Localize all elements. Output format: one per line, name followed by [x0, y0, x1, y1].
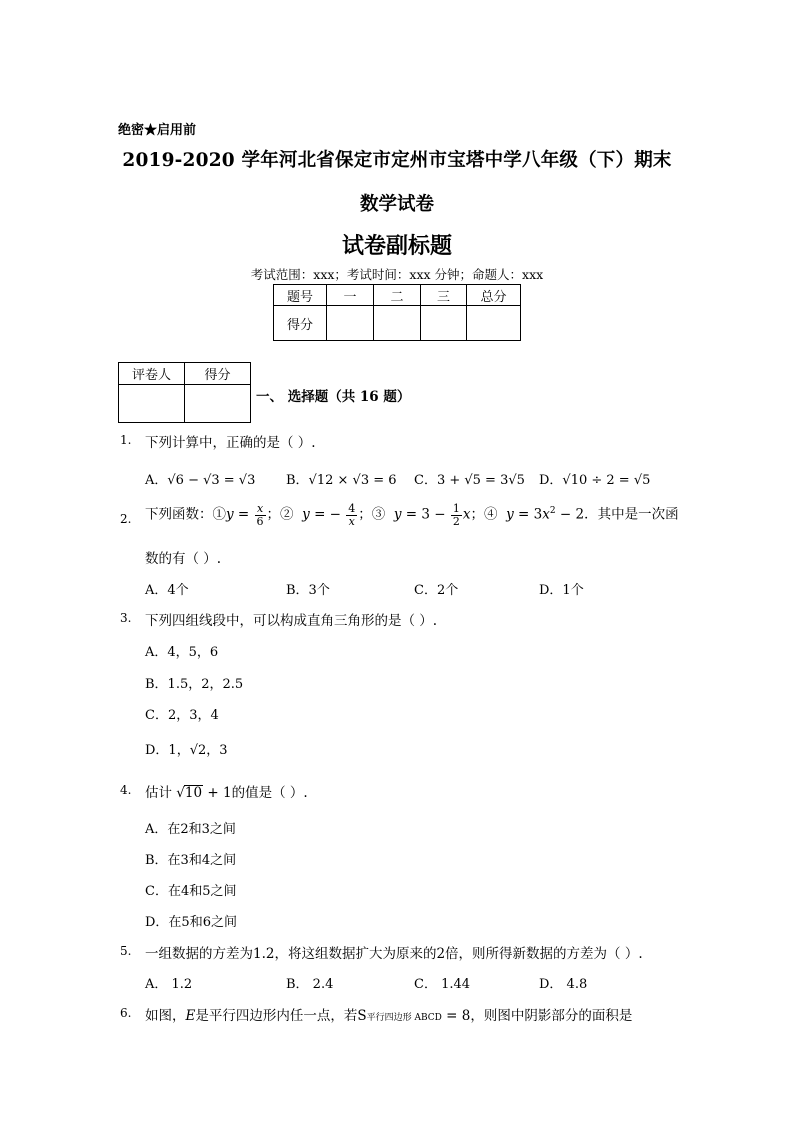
stem-part: 是平行四边形内任一点，若S — [195, 1008, 367, 1024]
stem-part: ；② — [266, 506, 294, 523]
score-header-cell: 一 — [327, 285, 374, 306]
stem-part: 的值是（ ）. — [231, 785, 308, 801]
question-number: 3. — [120, 611, 132, 625]
score-header-cell: 总分 — [467, 285, 521, 306]
exam-title-line1: 2019-2020 学年河北省保定市定州市宝塔中学八年级（下）期末 — [122, 150, 672, 171]
stem-part: 估计 — [145, 785, 172, 801]
question-number: 2. — [120, 512, 132, 526]
option-c: C．2，3，4 — [145, 708, 219, 723]
grader-header-cell: 得分 — [185, 363, 251, 385]
option-b: B．3个 — [286, 583, 330, 598]
score-cell[interactable] — [467, 306, 521, 341]
option-c: C．2个 — [414, 583, 459, 598]
option-b: B．1.5，2，2.5 — [145, 677, 244, 692]
option-c: C． 1.44 — [414, 977, 471, 992]
score-header-cell: 题号 — [274, 285, 327, 306]
exam-subtitle: 试卷副标题 — [341, 233, 452, 259]
score-cell[interactable] — [327, 306, 374, 341]
score-table — [273, 284, 521, 341]
stem-part: 如图， — [145, 1008, 186, 1024]
stem-part: ．其中是一次函 — [584, 506, 679, 523]
question-stem: 下列函数：①y = $\frac{x}{6}$ ；② y = − $\frac{4}{x}$ ；③ y = 3 − $\frac{1}{2}$ x；④ $y = 3x^2 - 2$．其中是一次函 — [145, 501, 679, 528]
stem-part: = 8，则图中阴影部分的面积是 — [441, 1008, 633, 1024]
option-b: B．在3和4之间 — [145, 853, 237, 868]
grader-table — [118, 362, 251, 423]
subscript: 平行四边形 ABCD — [366, 1013, 442, 1023]
stem-part: ；③ — [358, 506, 386, 523]
option-a: A．4，5，6 — [145, 645, 219, 660]
score-row-label: 得分 — [274, 306, 327, 341]
point-label: E — [185, 1008, 196, 1024]
score-header-cell: 三 — [421, 285, 467, 306]
grader-cell[interactable] — [185, 385, 251, 423]
option-a: A．在2和3之间 — [145, 822, 236, 837]
score-cell[interactable] — [421, 306, 467, 341]
option-c: C．3 + √5 = 3√5 — [414, 473, 525, 488]
score-header-cell: 二 — [374, 285, 421, 306]
question-number: 1. — [120, 433, 132, 447]
option-a: A．√6 − √3 = √3 — [145, 473, 256, 488]
option-a: A． 1.2 — [145, 977, 193, 992]
option-d: D．√10 ÷ 2 = √5 — [539, 473, 651, 488]
question-stem: 下列计算中，正确的是（ ）. — [145, 435, 316, 451]
fraction: $\frac{x}{6}$ — [256, 501, 264, 528]
grader-header-cell: 评卷人 — [119, 363, 185, 385]
option-d: D． 4.8 — [539, 977, 588, 992]
section-title: 一、 选择题（共 16 题） — [256, 389, 411, 405]
secret-mark: 绝密★启用前 — [118, 123, 197, 138]
option-d: D．1，√2，3 — [145, 743, 228, 758]
formula: y — [226, 506, 234, 523]
option-d: D．在5和6之间 — [145, 915, 237, 930]
option-c: C．在4和5之间 — [145, 884, 237, 899]
question-stem — [145, 1004, 632, 1024]
question-number: 6. — [120, 1006, 132, 1020]
question-number: 4. — [120, 783, 132, 797]
question-stem: 下列四组线段中，可以构成直角三角形的是（ ）. — [145, 613, 438, 629]
exam-info: 考试范围：xxx；考试时间：xxx 分钟；命题人：xxx — [250, 267, 544, 282]
option-b: B． 2.4 — [286, 977, 334, 992]
question-number: 5. — [120, 944, 132, 958]
option-b: B．√12 × √3 = 6 — [286, 473, 397, 488]
option-a: A．4个 — [145, 583, 189, 598]
question-stem-line2: 数的有（ ）. — [145, 551, 222, 567]
fraction: $\frac{4}{x}$ — [348, 501, 356, 528]
stem-part: ；④ — [470, 506, 498, 523]
grader-cell[interactable] — [119, 385, 185, 423]
score-cell[interactable] — [374, 306, 421, 341]
option-d: D．1个 — [539, 583, 584, 598]
question-stem: 估计 √10 + 1的值是（ ）. — [145, 785, 308, 801]
stem-part: 下列函数：① — [145, 506, 226, 523]
fraction: $\frac{1}{2}$ — [452, 501, 460, 528]
question-stem: 一组数据的方差为1.2，将这组数据扩大为原来的2倍，则所得新数据的方差为（ ）. — [145, 946, 643, 962]
exam-title-line2: 数学试卷 — [359, 194, 434, 215]
